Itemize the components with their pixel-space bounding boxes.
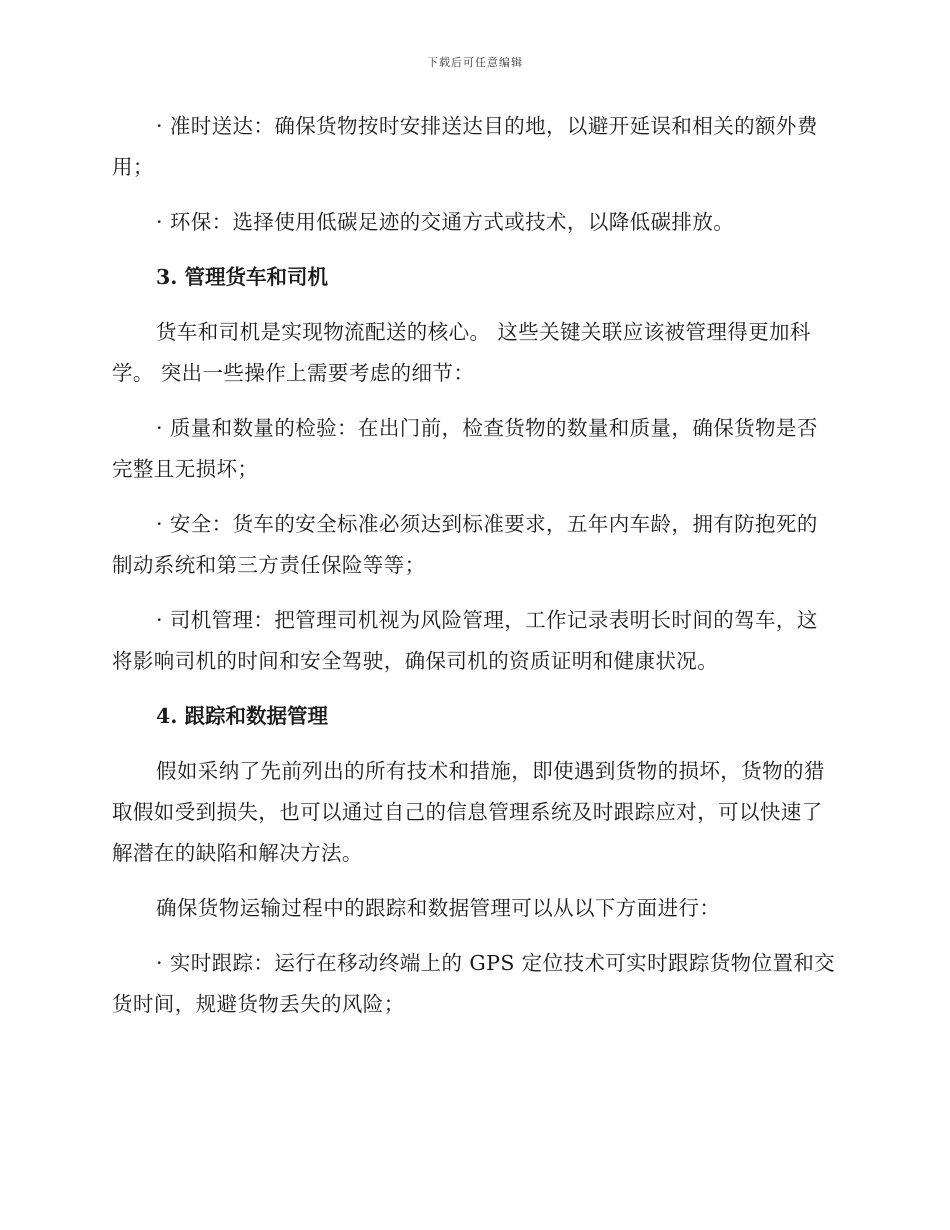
paragraph-tracking-intro: 假如采纳了先前列出的所有技术和措施，即使遇到货物的损坏，货物的猎取假如受到损失，也可以通过自己的信息管理系统及时跟踪应对，可以快速了解潜在的缺陷和解决方法。 — [112, 759, 825, 865]
bullet-driver-management: · 司机管理：把管理司机视为风险管理，工作记录表明长时间的驾车，这将影响司机的时间和安全驾驶，确保司机的资质证明和健康状况。 — [112, 608, 818, 673]
paragraph-tracking-aspects: 确保货物运输过程中的跟踪和数据管理可以从以下方面进行： — [156, 896, 721, 920]
section-heading-tracking-data: 4. 跟踪和数据管理 — [156, 704, 329, 728]
page-header-note: 下载后可任意编辑 — [427, 56, 523, 69]
bullet-on-time-delivery: · 准时送达：确保货物按时安排送达目的地，以避开延误和相关的额外费用； — [112, 114, 818, 179]
bullet-real-time-tracking: · 实时跟踪：运行在移动终端上的 GPS 定位技术可实时跟踪货物位置和交货时间，规避货物丢失的风险； — [112, 951, 836, 1016]
document-body — [112, 106, 836, 1039]
bullet-quality-quantity-check: · 质量和数量的检验：在出门前，检查货物的数量和质量，确保货物是否完整且无损坏； — [112, 416, 818, 481]
bullet-safety: · 安全：货车的安全标准必须达到标准要求，五年内车龄，拥有防抱死的制动系统和第三方责任保险等等； — [112, 512, 818, 577]
section-heading-trucks-drivers: 3. 管理货车和司机 — [156, 265, 329, 289]
paragraph-trucks-drivers-intro: 货车和司机是实现物流配送的核心。 这些关键关联应该被管理得更加科学。 突出一些操作上需要考虑的细节： — [112, 320, 811, 385]
bullet-environmental: · 环保：选择使用低碳足迹的交通方式或技术，以降低碳排放。 — [156, 210, 735, 234]
